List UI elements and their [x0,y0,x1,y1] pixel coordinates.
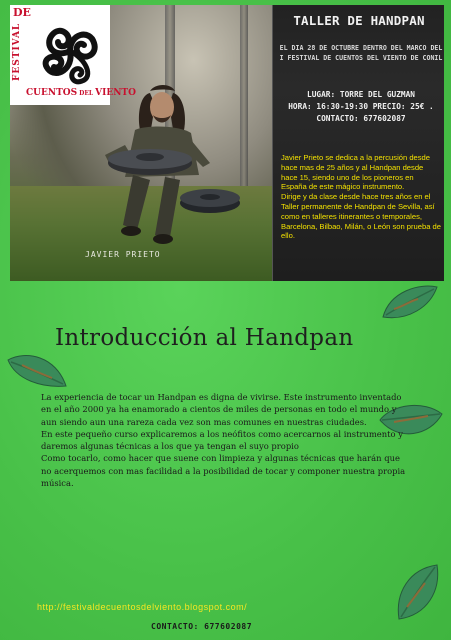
description-paragraph: En este pequeño curso explicaremos a los neófitos como acercarnos al instrumento y daremos algunas técnicas a los que ya tengan el suyo propio [41,428,403,452]
festival-logo [10,5,136,105]
musician-photo [10,5,272,281]
logo-word-viento: VIENTO [95,88,136,98]
photo-caption: JAVIER PRIETO [85,250,161,259]
event-info-panel [272,5,444,281]
page-heading: Introducción al Handpan [55,325,354,351]
logo-side-text: FESTIVAL [12,22,22,82]
description-paragraph: La experiencia de tocar un Handpan es digna de vivirse. Este instrumento inventado en el año 2000 ya ha enamorado a cientos de miles de personas en todo el mundo y aun siendo aun una rareza cada vez son mas comunes en nuestras ciudades. [41,392,402,427]
event-line: I FESTIVAL DE CUENTOS DEL VIENTO DE CONIL [279,54,443,62]
workshop-title: TALLER DE HANDPAN [293,13,425,28]
event-details [279,89,443,125]
logo-bottom-text [26,88,136,98]
time-price-line: HORA: 16:30-19:30 PRECIO: 25€ . [288,102,434,111]
triskelion-icon [32,15,108,87]
location-line: LUGAR: TORRE DEL GUZMAN [307,90,415,99]
leaf-decoration-icon [6,350,68,390]
instructor-bio [281,153,441,241]
leaf-decoration-icon [395,563,441,621]
handpan-player-figure [95,85,245,255]
event-description [279,43,443,63]
course-description [41,391,413,489]
footer-contact: CONTACTO: 677602087 [151,622,253,631]
logo-top-text: DE [13,6,31,19]
description-paragraph: Como tocarlo, como hacer que suene con limpieza y algunas técnicas que harán que no acerquemos con mas facilidad a la posibilidad de tocar y componer nuestra propia música. [41,453,406,489]
leaf-decoration-icon [380,283,440,323]
header-banner [10,5,444,281]
bio-paragraph: Dirige y da clase desde hace tres años en el Taller permanente de Handpan de Sevilla, así como en talleres itinerantes o temporales, Barcelona, Bilbao, Milán, o León son prueba de ello. [281,192,441,241]
event-line: EL DIA 28 DE OCTUBRE DENTRO DEL MARCO DEL [279,44,443,52]
contact-line: CONTACTO: 677602087 [316,114,406,123]
bio-paragraph: Javier Prieto se dedica a la percusión desde hace mas de 25 años y al Handpan desde hace 15, siendo uno de los pioneros en España de este mágico instrumento. [281,153,431,192]
logo-word-cuentos: CUENTOS [26,88,78,98]
blog-link[interactable]: http://festivaldecuentosdelviento.blogspot.com/ [37,602,248,612]
logo-word-del: DEL [79,90,94,97]
